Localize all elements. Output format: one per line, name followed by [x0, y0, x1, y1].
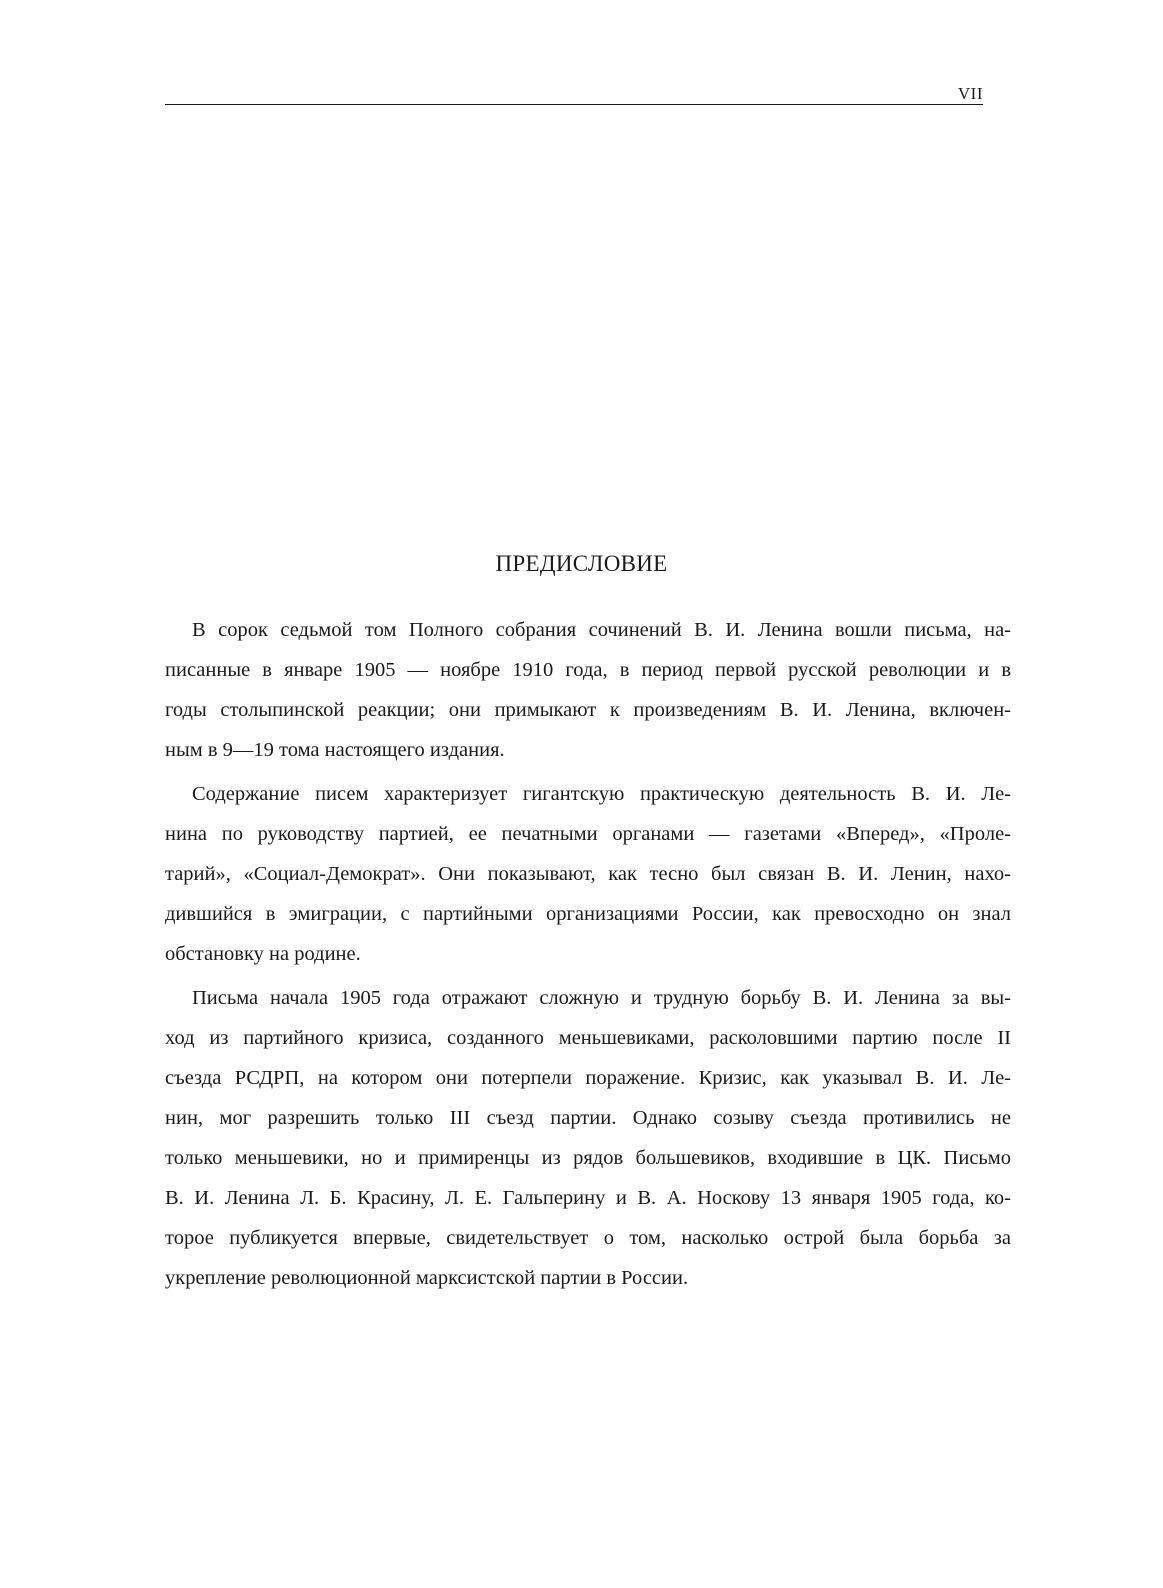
paragraph-2 [165, 774, 1011, 974]
text-line: торое публикуется впервые, свидетельствует о том, насколько острой была борьба за [165, 1227, 1011, 1249]
text-line: Письма начала 1905 года отражают сложную и трудную борьбу В. И. Ленина за вы- [192, 987, 1011, 1009]
text-line: В. И. Ленина Л. Б. Красину, Л. Е. Гальперину и В. А. Носкову 13 января 1905 года, ко- [165, 1187, 1011, 1209]
text-line: писанные в январе 1905 — ноябре 1910 года, в период первой русской революции и в [165, 659, 1011, 681]
text-line: годы столыпинской реакции; они примыкают к произведениям В. И. Ленина, включен- [165, 699, 1011, 721]
section-heading: ПРЕДИСЛОВИЕ [495, 551, 668, 576]
text-line: ход из партийного кризиса, созданного меньшевиками, расколовшими партию после II [165, 1027, 1011, 1049]
text-line: тарий», «Социал-Демократ». Они показывают, как тесно был связан В. И. Ленин, нахо- [165, 863, 1011, 885]
text-line: В сорок седьмой том Полного собрания сочинений В. И. Ленина вошли письма, на- [192, 619, 1011, 641]
text-line: нина по руководству партией, ее печатными органами — газетами «Вперед», «Проле- [165, 823, 1011, 845]
text-line: Содержание писем характеризует гигантскую практическую деятельность В. И. Ле- [192, 783, 1011, 805]
page-number: VII [957, 84, 983, 103]
header-rule [165, 104, 983, 105]
paragraph-1 [165, 610, 1011, 770]
text-line: только меньшевики, но и примиренцы из рядов большевиков, входившие в ЦК. Письмо [165, 1147, 1011, 1169]
paragraph-3 [165, 978, 1011, 1298]
text-line: ным в 9—19 тома настоящего издания. [165, 739, 505, 761]
text-line: съезда РСДРП, на котором они потерпели поражение. Кризис, как указывал В. И. Ле- [165, 1067, 1011, 1089]
body-text [165, 610, 1011, 1302]
text-line: нин, мог разрешить только III съезд партии. Однако созыву съезда противились не [165, 1107, 1011, 1129]
text-line: дившийся в эмиграции, с партийными организациями России, как превосходно он знал [165, 903, 1011, 925]
text-line: обстановку на родине. [165, 943, 361, 965]
text-line: укрепление революционной марксистской партии в России. [165, 1267, 689, 1289]
